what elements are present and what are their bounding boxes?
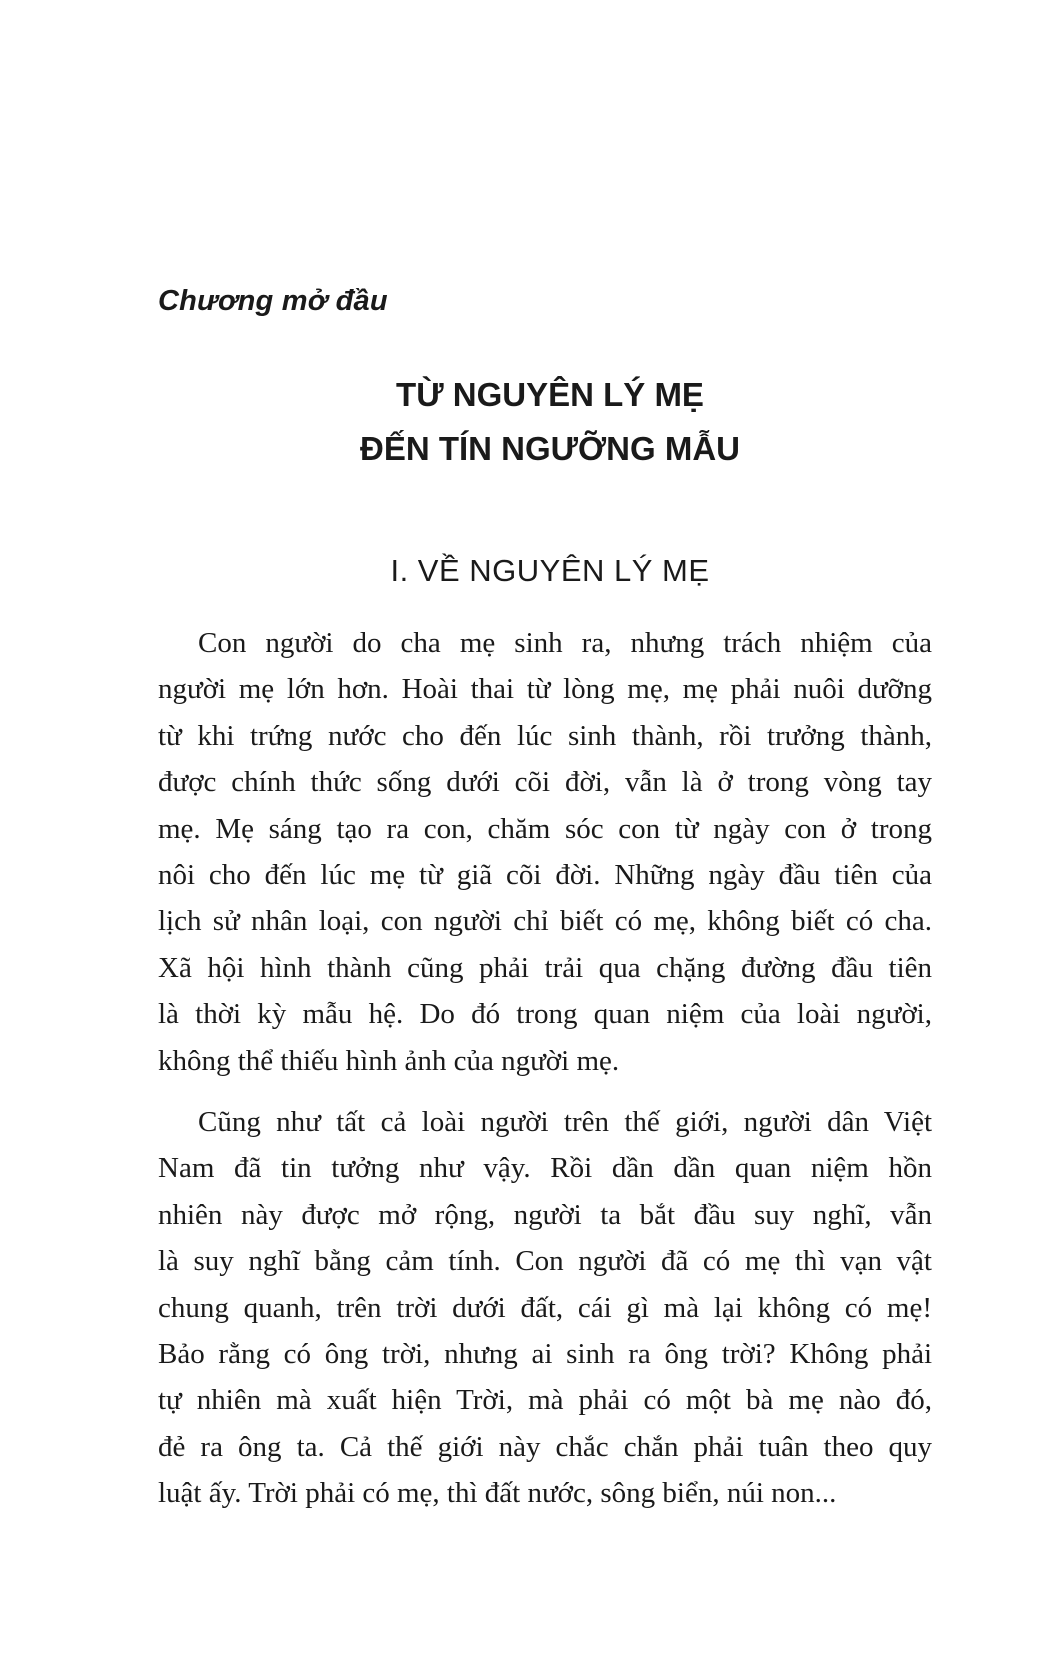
paragraph-line: không thể thiếu hình ảnh của người mẹ.: [158, 1044, 620, 1077]
chapter-label: Chương mở đầu: [158, 285, 388, 317]
paragraph-line: mẹ. Mẹ sáng tạo ra con, chăm sóc con từ ngày con ở trong: [158, 812, 932, 845]
paragraph-line: nôi cho đến lúc mẹ từ giã cõi đời. Những ngày đầu tiên của: [158, 859, 932, 892]
section-title: I. VỀ NGUYÊN LÝ MẸ: [390, 553, 710, 588]
paragraph-line: nhiên này được mở rộng, người ta bắt đầu suy nghĩ, vẫn: [158, 1198, 932, 1231]
paragraph-line: Cũng như tất cả loài người trên thế giới, người dân Việt: [198, 1106, 932, 1138]
paragraph-line: Xã hội hình thành cũng phải trải qua chặng đường đầu tiên: [158, 951, 932, 984]
paragraph-line: là suy nghĩ bằng cảm tính. Con người đã có mẹ thì vạn vật: [158, 1245, 932, 1278]
paragraph-line: luật ấy. Trời phải có mẹ, thì đất nước, sông biển, núi non...: [158, 1477, 837, 1510]
paragraph-line: Bảo rằng có ông trời, nhưng ai sinh ra ông trời? Không phải: [158, 1338, 932, 1371]
paragraph-line: chung quanh, trên trời dưới đất, cái gì mà lại không có mẹ!: [158, 1291, 932, 1324]
chapter-title-line-1: TỪ NGUYÊN LÝ MẸ: [396, 376, 704, 413]
paragraph-line: tự nhiên mà xuất hiện Trời, mà phải có một bà mẹ nào đó,: [158, 1384, 932, 1417]
paragraph-1: [158, 620, 932, 1084]
paragraph-line: đẻ ra ông ta. Cả thế giới này chắc chắn phải tuân theo quy: [158, 1430, 932, 1463]
paragraph-line: lịch sử nhân loại, con người chỉ biết có mẹ, không biết có cha.: [158, 905, 932, 938]
paragraph-line: được chính thức sống dưới cõi đời, vẫn là ở trong vòng tay: [158, 766, 932, 799]
paragraph-line: Con người do cha mẹ sinh ra, nhưng trách nhiệm của: [198, 627, 932, 659]
paragraph-line: từ khi trứng nước cho đến lúc sinh thành, rồi trưởng thành,: [158, 719, 932, 752]
chapter-title-line-2: ĐẾN TÍN NGƯỠNG MẪU: [359, 430, 740, 467]
chapter-title: [140, 368, 960, 476]
paragraph-line: Nam đã tin tưởng như vậy. Rồi dần dần quan niệm hồn: [158, 1152, 932, 1185]
paragraph-2: [158, 1099, 932, 1517]
paragraph-line: là thời kỳ mẫu hệ. Do đó trong quan niệm của loài người,: [158, 998, 932, 1031]
paragraph-line: người mẹ lớn hơn. Hoài thai từ lòng mẹ, mẹ phải nuôi dưỡng: [158, 673, 932, 706]
